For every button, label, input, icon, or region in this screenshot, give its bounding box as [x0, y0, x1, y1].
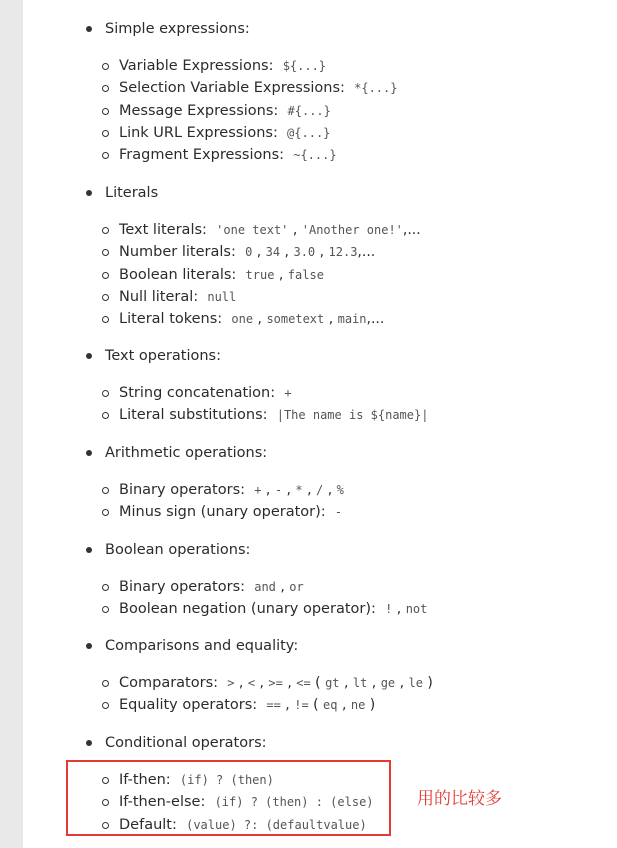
list-item	[0, 221, 617, 241]
code-token: (value) ?: (defaultvalue)	[186, 817, 367, 832]
item-label: Binary operators:	[119, 482, 246, 498]
code-token: <=	[296, 676, 311, 690]
code-token: false	[287, 267, 324, 282]
section-title: Arithmetic operations:	[105, 445, 268, 461]
code-token: (if) ? (then) : (else)	[214, 795, 374, 810]
list-item	[0, 578, 617, 598]
bullet-circle-icon	[102, 509, 109, 516]
bullet-circle-icon	[102, 130, 109, 137]
bullet-circle-icon	[102, 152, 109, 159]
bullet-circle-icon	[102, 390, 109, 397]
list-item	[0, 102, 617, 122]
list-item	[0, 146, 617, 166]
bullet-circle-icon	[102, 85, 109, 92]
list-item	[0, 503, 617, 523]
item-line: Text literals: 'one text' , 'Another one!',...	[119, 222, 421, 238]
bullet-disc-icon	[86, 26, 92, 32]
code-token: !	[385, 602, 393, 617]
code-token: true	[245, 267, 275, 282]
list-item	[0, 600, 617, 620]
code-token: (if) ? (then)	[179, 773, 274, 787]
code-token: >	[227, 676, 235, 690]
list-item	[0, 674, 617, 694]
item-label: Default:	[119, 816, 177, 833]
code-token: >=	[268, 676, 283, 690]
bullet-disc-icon	[86, 547, 92, 553]
bullet-circle-icon	[102, 606, 109, 613]
item-line: Boolean literals: true , false	[119, 266, 324, 283]
item-label: Comparators:	[119, 675, 219, 691]
section-title: Text operations:	[105, 348, 221, 364]
code-token: eq	[323, 698, 338, 713]
code-token: sometext	[266, 312, 325, 327]
item-line: Boolean negation (unary operator): ! , not	[119, 601, 428, 618]
item-line	[119, 384, 292, 402]
code-token: !=	[294, 698, 309, 713]
code-token: +	[284, 386, 292, 400]
list-item	[0, 243, 617, 263]
code-token: @{...}	[287, 125, 331, 140]
item-line	[119, 288, 236, 306]
code-token: 12.3	[328, 245, 358, 260]
code-token: 3.0	[293, 245, 316, 260]
code-token: -	[274, 483, 283, 497]
code-token: ~{...}	[293, 148, 337, 163]
code-token: <	[247, 676, 256, 690]
item-line: Binary operators: and , or	[119, 579, 304, 595]
item-line	[119, 146, 337, 164]
item-label: Literal substitutions:	[119, 407, 268, 424]
bullet-disc-icon	[86, 740, 92, 746]
bullet-circle-icon	[102, 680, 109, 687]
section-title: Comparisons and equality:	[105, 638, 299, 654]
item-label: Number literals:	[119, 244, 236, 261]
code-token: /	[316, 483, 324, 497]
item-line: Equality operators: == , != ( eq , ne )	[119, 697, 376, 714]
highlight-box	[66, 760, 391, 836]
bullet-disc-icon	[86, 450, 92, 456]
item-label: Literal tokens:	[119, 311, 223, 328]
code-token: null	[207, 289, 237, 304]
section-title: Conditional operators:	[105, 735, 267, 751]
annotation-note: 用的比较多	[417, 789, 502, 809]
section-title: Simple expressions:	[105, 21, 250, 37]
item-suffix: ,...	[357, 244, 376, 261]
section-title: Literals	[105, 185, 159, 201]
item-line	[119, 79, 397, 97]
list-item	[0, 406, 617, 426]
list-item	[0, 57, 617, 77]
item-label: Minus sign (unary operator):	[119, 504, 326, 521]
code-token: ==	[266, 698, 281, 713]
list-item	[0, 696, 617, 716]
bullet-circle-icon	[102, 63, 109, 70]
code-token: or	[289, 580, 304, 594]
code-token: -	[334, 505, 343, 520]
list-item	[0, 266, 617, 286]
item-line	[119, 503, 342, 521]
code-token: and	[254, 580, 276, 594]
code-token: main	[337, 312, 367, 327]
code-token: le	[408, 676, 423, 690]
bullet-disc-icon	[86, 190, 92, 196]
item-label: Link URL Expressions:	[119, 124, 278, 141]
list-item	[0, 79, 617, 99]
item-line: Comparators: > , < , >= , <= ( gt , lt , ge , le )	[119, 675, 433, 691]
code-token: 34	[265, 245, 281, 260]
code-token: ${...}	[282, 59, 327, 73]
item-label: Boolean negation (unary operator):	[119, 601, 376, 618]
item-line	[119, 57, 326, 75]
code-token: |The name is ${name}|	[276, 408, 429, 423]
item-label: Binary operators:	[119, 579, 246, 595]
item-line: Literal tokens: one , sometext , main,...	[119, 311, 385, 328]
item-label: Message Expressions:	[119, 102, 279, 119]
item-line: Binary operators: + , - , * , / , %	[119, 482, 344, 498]
bullet-circle-icon	[102, 249, 109, 256]
list-item	[0, 384, 617, 404]
bullet-circle-icon	[102, 487, 109, 494]
item-suffix: ,...	[402, 222, 421, 238]
bullet-circle-icon	[102, 412, 109, 419]
code-token: #{...}	[287, 103, 331, 118]
code-token: +	[254, 483, 262, 497]
code-token: not	[405, 602, 428, 617]
item-label: Selection Variable Expressions:	[119, 80, 345, 97]
code-token: *{...}	[354, 81, 398, 96]
code-token: ge	[380, 676, 396, 690]
code-token: 'Another one!'	[301, 223, 403, 237]
code-token: 'one text'	[216, 223, 289, 237]
bullet-circle-icon	[102, 272, 109, 279]
code-token: lt	[352, 676, 368, 690]
code-token: ne	[350, 698, 366, 713]
bullet-circle-icon	[102, 294, 109, 301]
item-label: If-then:	[119, 772, 171, 788]
item-line: Number literals: 0 , 34 , 3.0 , 12.3,...	[119, 244, 376, 261]
item-label: If-then-else:	[119, 794, 206, 811]
bullet-circle-icon	[102, 702, 109, 709]
code-token: gt	[325, 676, 340, 690]
item-label: Fragment Expressions:	[119, 147, 285, 164]
bullet-circle-icon	[102, 584, 109, 591]
bullet-disc-icon	[86, 353, 92, 359]
item-line	[119, 124, 330, 142]
code-token: %	[336, 483, 344, 497]
bullet-circle-icon	[102, 108, 109, 115]
item-label: Null literal:	[119, 288, 199, 305]
item-suffix: ,...	[366, 311, 385, 328]
item-line	[119, 102, 331, 120]
item-line	[119, 406, 428, 424]
item-label: Variable Expressions:	[119, 58, 274, 74]
list-item	[0, 288, 617, 308]
list-item	[0, 481, 617, 501]
list-item	[0, 124, 617, 144]
bullet-circle-icon	[102, 316, 109, 323]
code-token: 0	[245, 245, 253, 260]
item-label: Text literals:	[119, 222, 207, 238]
code-token: one	[231, 312, 254, 327]
section-title: Boolean operations:	[105, 542, 251, 558]
bullet-circle-icon	[102, 227, 109, 234]
item-label: Boolean literals:	[119, 266, 237, 283]
item-label: String concatenation:	[119, 385, 276, 401]
code-token: *	[295, 483, 303, 497]
list-item	[0, 310, 617, 330]
item-label: Equality operators:	[119, 697, 258, 714]
bullet-disc-icon	[86, 643, 92, 649]
